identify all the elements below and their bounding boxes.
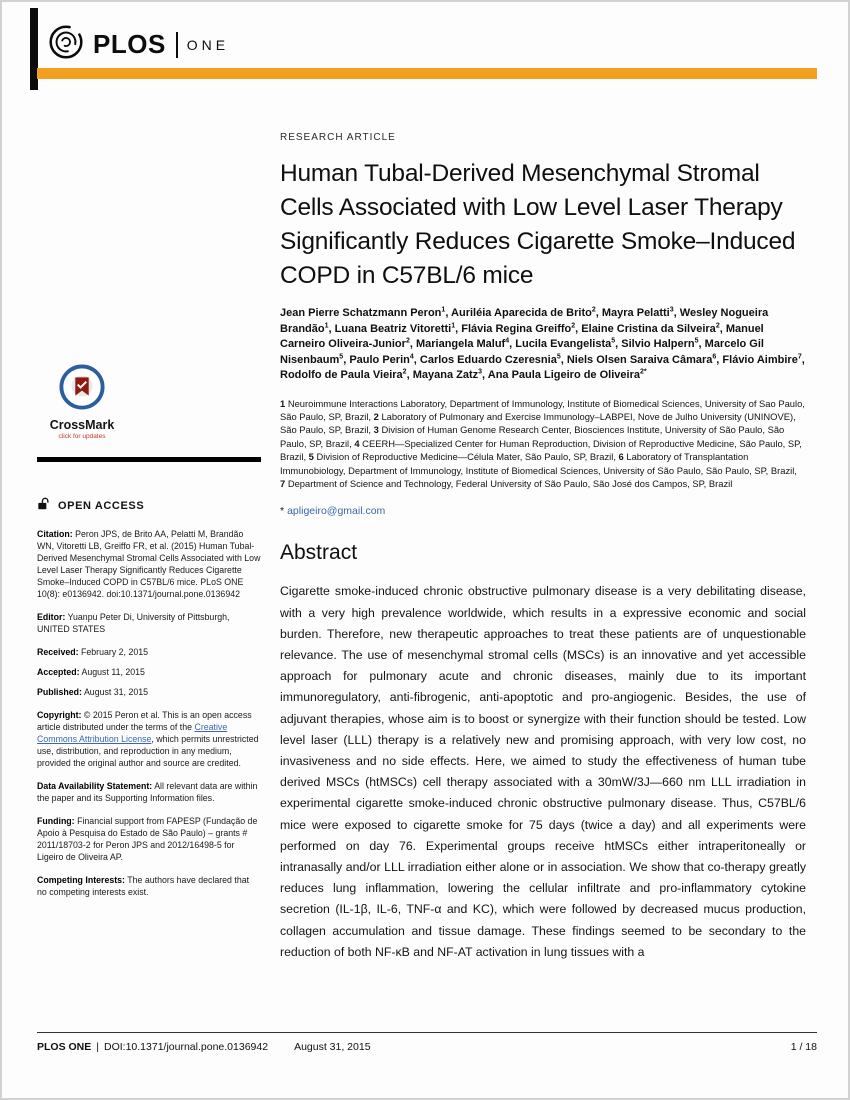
abstract-heading: Abstract xyxy=(280,541,358,565)
plos-globe-icon xyxy=(48,24,93,65)
received-label: Received: xyxy=(37,647,79,657)
article-title: Human Tubal-Derived Mesenchymal Stromal Cells Associated with Low Level Laser Therapy Significantly Reduces Cigarette Smoke–Induced COPD in C57BL/6 mice xyxy=(280,160,796,289)
footer-journal: PLOS ONE xyxy=(37,1041,92,1053)
footer-divider xyxy=(37,1032,817,1033)
accepted-note xyxy=(37,666,261,678)
editor-text: Yuanpu Peter Di, University of Pittsburgh, UNITED STATES xyxy=(37,612,230,634)
corresponding-author-star: * xyxy=(280,505,285,518)
footer-doi: DOI:10.1371/journal.pone.0136942 xyxy=(104,1041,269,1053)
corresponding-author-row xyxy=(280,505,806,517)
copyright-pre: © 2015 Peron et al. This is an open access article distributed under the terms of the xyxy=(37,710,252,732)
published-label: Published: xyxy=(37,687,82,697)
open-lock-icon xyxy=(37,497,58,515)
funding-label: Funding: xyxy=(37,816,75,826)
abstract-text: Cigarette smoke-induced chronic obstructive pulmonary disease is a very debilitating disease, with a very high prevalence worldwide, which results in a expressive economic and social burden. Therefore, new therapeutic approaches to treat these patients are of unquestionable relevance. The use of mesenchymal stromal cells (MSCs) is an innovative and yet accessible approach for pulmonary acute and chronic diseases, mainly due to its important immunoregulatory, anti-fibrogenic, anti-apoptotic and pro-angiogenic. Besides, the use of adjuvant therapies, whose aim is to boost or synergize with their function should be tested. Low level laser (LLL) therapy is a relatively new and promising approach, with very low cost, no invasiveness and no side effects. Here, we aimed to study the effectiveness of human tube derived MSCs (htMSCs) cell therapy associated with a 30mW/3J—660 nm LLL irradiation in experimental cigarette smoke-induced chronic obstructive pulmonary disease. Thus, C57BL/6 mice were exposed to cigarette smoke for 75 days (twice a day) and all experiments were performed on day 76. Experimental groups receive htMSCs either intraperitoneally or intranasally and/or LLL irradiation either alone or in association. We show that co-therapy greatly reduces lung inflammation, lowering the cellular infiltrate and pro-inflammatory cytokine secretion (IL-1β, IL-6, TNF-α and KC), which were followed by decreased mucus production, collagen accumulation and tissue damage. These findings seemed to be secondary to the reduction of both NF-κB and NF-AT activation in lung tissues with a xyxy=(280,584,806,959)
competing-interests-note xyxy=(37,874,261,898)
open-access-badge xyxy=(37,497,261,515)
citation-label: Citation: xyxy=(37,529,73,539)
plos-wordmark: PLOS xyxy=(93,29,166,59)
published-text: August 31, 2015 xyxy=(83,687,149,697)
logo-divider xyxy=(176,32,178,58)
article-main xyxy=(280,132,806,963)
competing-interests-text: The authors have declared that no competing interests exist. xyxy=(37,875,250,897)
editor-note xyxy=(37,611,261,635)
accepted-text: August 11, 2015 xyxy=(81,667,145,677)
article-kicker: RESEARCH ARTICLE xyxy=(280,132,396,143)
footer-separator: | xyxy=(96,1041,99,1053)
open-access-label: OPEN ACCESS xyxy=(58,500,145,512)
competing-interests-label: Competing Interests: xyxy=(37,875,125,885)
plos-one-logo xyxy=(48,24,229,65)
citation-note xyxy=(37,528,261,600)
sidebar-divider xyxy=(37,457,261,462)
page-footer xyxy=(37,1041,817,1053)
accent-bar xyxy=(37,68,817,79)
one-wordmark: ONE xyxy=(186,36,230,53)
funding-text: Financial support from FAPESP (Fundação de Apoio à Pesquisa do Estado de São Paulo) – grants # 2011/18703-2 for Peron JPS and 2012/16498-5 for Ligeiro de Oliveira AP. xyxy=(37,816,258,862)
citation-text: Peron JPS, de Brito AA, Pelatti M, Brandão WN, Vitoretti LB, Greiffo FR, et al. (2015) Human Tubal-Derived Mesenchymal Stromal Cells Associated with Low Level Laser Therapy Significantly Reduces Cigarette Smoke–Induced COPD in C57BL/6 mice. PLoS ONE 10(8): e0136942. doi:10.1371/journal.pone.0136942 xyxy=(37,529,261,599)
received-note xyxy=(37,646,261,658)
footer-page-number: 1 / 18 xyxy=(790,1041,817,1053)
creative-commons-link[interactable]: Creative Commons Attribution License xyxy=(37,722,228,744)
footer-date: August 31, 2015 xyxy=(294,1041,371,1053)
published-note xyxy=(37,686,261,698)
copyright-note xyxy=(37,709,261,769)
copyright-post: , which permits unrestricted use, distribution, and reproduction in any medium, provided the original author and source are credited. xyxy=(37,734,259,768)
data-availability-note xyxy=(37,780,261,804)
funding-note xyxy=(37,815,261,863)
data-availability-text: All relevant data are within the paper and its Supporting Information files. xyxy=(37,781,258,803)
crossmark-icon xyxy=(59,397,105,414)
corresponding-author-email[interactable]: apligeiro@gmail.com xyxy=(287,505,386,518)
crossmark-badge[interactable] xyxy=(42,364,122,440)
crossmark-subtitle: click for updates xyxy=(58,433,106,440)
author-list: Jean Pierre Schatzmann Peron$^1$, Auriléia Aparecida de Brito$^2$, Mayra Pelatti$^3$, Wesley Nogueira Brandão$^1$, Luana Beatriz Vitoretti$^1$, Flávia Regina Greiffo$^2$, Elaine Cristina da Silveira$^2$, Manuel Carneiro Oliveira-Junior$^2$, Mariangela Maluf$^4$, Lucila Evangelista$^5$, Silvio Halpern$^5$, Marcelo Gil Nisenbaum$^5$, Paulo Perin$^4$, Carlos Eduardo Czeresnia$^5$, Niels Olsen Saraiva Câmara$^6$, Flávio Aimbire$^7$, Rodolfo de Paula Vieira$^2$, Mayana Zatz$^3$, Ana Paula Ligeiro de Oliveira$^{2*}$ xyxy=(280,306,805,381)
data-availability-label: Data Availability Statement: xyxy=(37,781,153,791)
accepted-label: Accepted: xyxy=(37,667,80,677)
received-text: February 2, 2015 xyxy=(81,647,149,657)
editor-label: Editor: xyxy=(37,612,66,622)
crossmark-label: CrossMark xyxy=(49,418,115,432)
sidebar xyxy=(37,497,261,909)
copyright-label: Copyright: xyxy=(37,710,82,720)
affiliation-list: 1 Neuroimmune Interactions Laboratory, Department of Immunology, Institute of Biomedical Sciences, University of Sao Paulo, São Paulo, SP, Brazil, 2 Laboratory of Pulmonary and Exercise Immunology–LABPEI, Nove de Julho University (UNINOVE), São Paulo, SP, Brazil, 3 Division of Human Genome Research Center, Biosciences Institute, University of São Paulo, São Paulo, SP, Brazil, 4 CEERH—Specialized Center for Human Reproduction, Division of Reproductive Medicine, São Paulo, SP, Brazil, 5 Division of Reproductive Medicine—Célula Mater, São Paulo, SP, Brazil, 6 Laboratory of Transplantation Immunobiology, Department of Immunology, Institute of Biomedical Sciences, University of São Paulo, São Paulo, SP, Brazil, 7 Department of Science and Technology, Federal University of São Paulo, São José dos Campos, SP, Brazil xyxy=(280,397,805,489)
